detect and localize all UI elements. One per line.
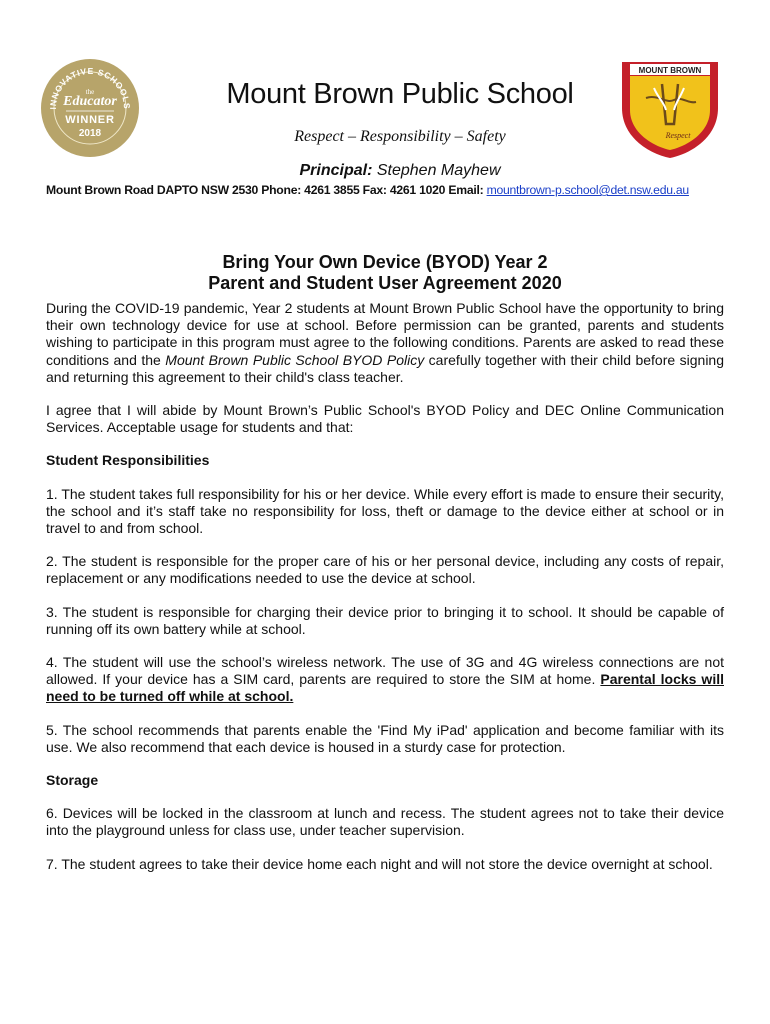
item-6: 6. Devices will be locked in the classroom at lunch and recess. The student agrees not to take their device into the playground unless for class use, under teacher supervision. [46,805,724,839]
principal-line [0,162,770,180]
svg-text:Educator: Educator [63,94,117,109]
svg-text:2018: 2018 [78,128,102,139]
policy-name: Mount Brown Public School BYOD Policy [165,351,425,368]
section-heading-storage: Storage [46,772,99,789]
svg-text:WINNER: WINNER [65,114,115,126]
svg-text:MOUNT BROWN: MOUNT BROWN [638,66,702,75]
svg-text:INNOVATIVE SCHOOLS: INNOVATIVE SCHOOLS [47,65,133,110]
agreement-body [46,300,724,889]
email-link[interactable]: mountbrown-p.school@det.nsw.edu.au [486,183,689,197]
agree-paragraph: I agree that I will abide by Mount Brown’s Public School's BYOD Policy and DEC Online Communication Services. Acceptable usage for students and that: [46,402,724,436]
item-2: 2. The student is responsible for the proper care of his or her personal device, including any costs of repair, replacement or any modifications needed to use the device at school. [46,553,724,587]
item-5: 5. The school recommends that parents enable the 'Find My iPad' application and become familiar with its use. We also recommend that each device is housed in a sturdy case for protection. [46,721,724,755]
principal-label: Principal: [299,162,373,179]
intro-paragraph [46,300,724,386]
school-name: Mount Brown Public School [226,78,574,110]
item-4 [46,654,724,706]
document-subtitle: Parent and Student User Agreement 2020 [208,273,562,293]
item-7: 7. The student agrees to take their device home each night and will not store the device overnight at school. [46,855,713,872]
school-motto: Respect – Responsibility – Safety [294,128,506,145]
intro-text-2: carefully together with their child before signing and returning this agreement to their child's class teacher. [46,351,725,385]
item-4-text: 4. The student will use the school’s wireless network. The use of 3G and 4G wireless connections are not allowed. If your device has a SIM card, parents are required to store the SIM at home. [46,654,724,688]
item-3: 3. The student is responsible for charging their device prior to bringing it to school. It should be capable of running off its own battery while at school. [46,603,724,637]
intro-text-1: During the COVID-19 pandemic, Year 2 students at Mount Brown Public School have the opportunity to bring their own technology device for use at school. Before permission can be granted, parents and students wishing to participate in this program must agree to the following conditions. Parents are asked to read these conditions and the [46,300,724,368]
document-title: Bring Your Own Device (BYOD) Year 2 [222,252,548,272]
contact-details [46,183,736,197]
principal-name: Stephen Mayhew [376,162,501,179]
item-1: 1. The student takes full responsibility for his or her device. While every effort is made to ensure their security, the school and it’s staff take no responsibility for loss, theft or damage to the device either at school or in travel to and from school. [46,485,724,537]
contact-text: Mount Brown Road DAPTO NSW 2530 Phone: 4261 3855 Fax: 4261 1020 Email: [46,183,487,197]
section-heading-responsibilities: Student Responsibilities [46,452,210,469]
svg-text:Respect: Respect [665,131,691,140]
svg-text:the: the [85,88,95,96]
item-4-emphasis: Parental locks will need to be turned off while at school. [46,671,724,705]
